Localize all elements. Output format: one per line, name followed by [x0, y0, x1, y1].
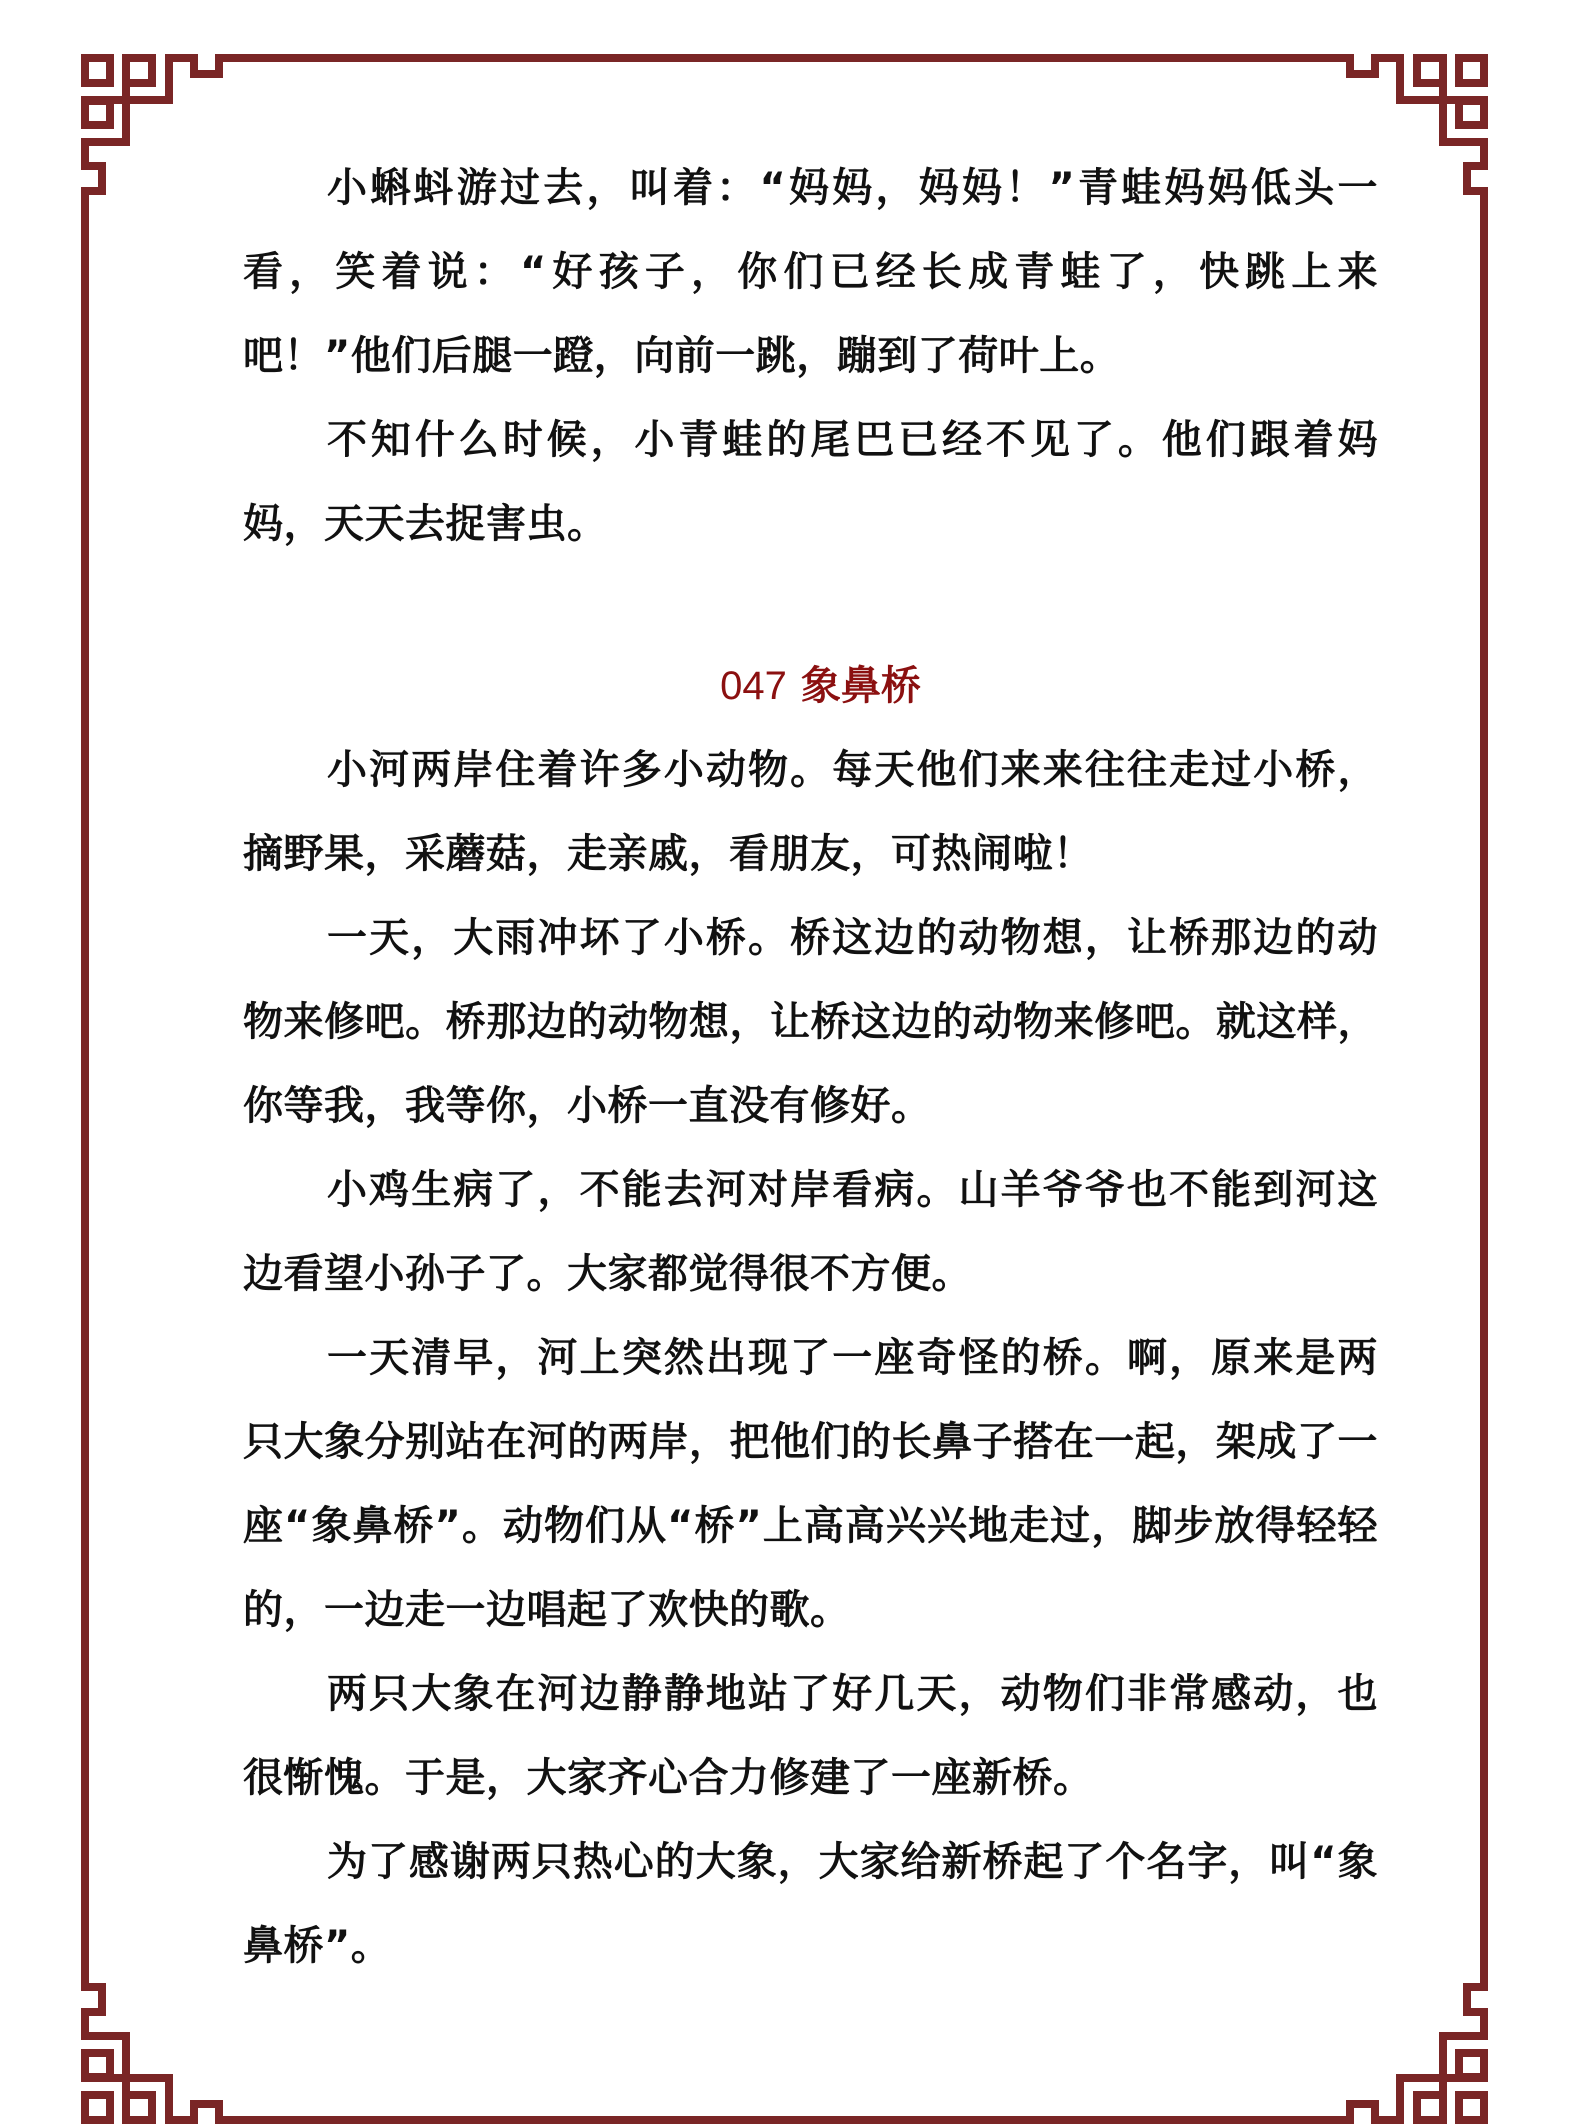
document-body: [243, 146, 1378, 1988]
previous-story-ending: [243, 146, 1378, 566]
story-section: [243, 644, 1378, 1988]
paragraph: 一天清早，河上突然出现了一座奇怪的桥。啊，原来是两只大象分别站在河的两岸，把他们的长鼻子搭在一起，架成了一座“象鼻桥”。动物们从“桥”上高高兴兴地走过，脚步放得轻轻的，一边走一边唱起了欢快的歌。: [243, 1335, 1378, 1633]
paragraph: 小河两岸住着许多小动物。每天他们来来往往走过小桥，摘野果，采蘑菇，走亲戚，看朋友，可热闹啦！: [243, 747, 1378, 877]
corner-ornament-bottom-left: [85, 1938, 260, 2120]
paragraph: 一天，大雨冲坏了小桥。桥这边的动物想，让桥那边的动物来修吧。桥那边的动物想，让桥这边的动物来修吧。就这样，你等我，我等你，小桥一直没有修好。: [243, 915, 1378, 1129]
paragraph: 小蝌蚪游过去，叫着：“妈妈，妈妈！”青蛙妈妈低头一看，笑着说：“好孩子，你们已经长成青蛙了，快跳上来吧！”他们后腿一蹬，向前一跳，蹦到了荷叶上。: [243, 165, 1378, 379]
story-title-text: 象鼻桥: [800, 663, 921, 709]
paragraph: 为了感谢两只热心的大象，大家给新桥起了个名字，叫“象鼻桥”。: [243, 1839, 1378, 1969]
paragraph: 小鸡生病了，不能去河对岸看病。山羊爷爷也不能到河这边看望小孙子了。大家都觉得很不方便。: [243, 1167, 1378, 1297]
story-title: [243, 644, 1378, 728]
corner-ornament-top-left: [85, 58, 260, 240]
story-number: 047: [720, 664, 787, 708]
paragraph: 两只大象在河边静静地站了好几天，动物们非常感动，也很惭愧。于是，大家齐心合力修建了一座新桥。: [243, 1671, 1378, 1801]
paragraph: 不知什么时候，小青蛙的尾巴已经不见了。他们跟着妈妈，天天去捉害虫。: [243, 417, 1378, 547]
